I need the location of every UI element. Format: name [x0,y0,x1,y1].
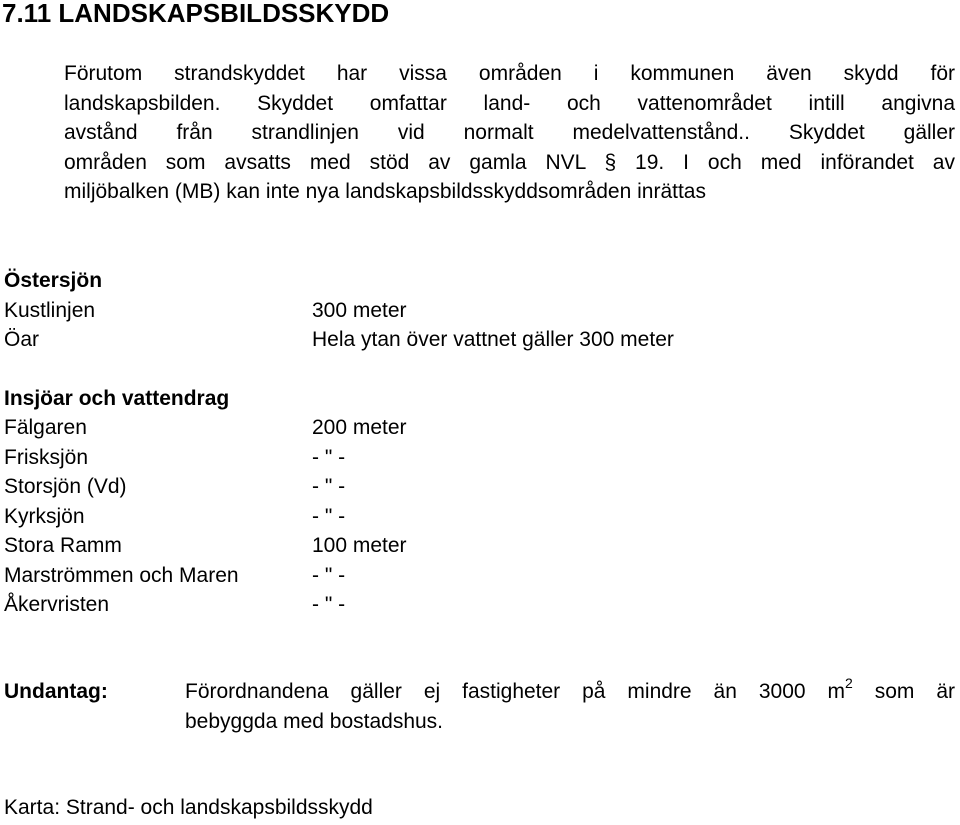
map-reference: Karta: Strand- och landskapsbildsskydd [4,796,373,819]
exception-line-part: som är [852,680,955,703]
row-value: 100 meter [312,534,407,557]
row-name: Fälgaren [4,416,87,439]
row-value: - " - [312,564,346,587]
row-value: 200 meter [312,416,407,439]
intro-line: miljöbalken (MB) kan inte nya landskapsbildsskyddsområden inrättas [64,180,706,203]
page-title: 7.11 LANDSKAPSBILDSSKYDD [2,0,390,28]
row-name: Marströmmen och Maren [4,564,239,587]
exception-label: Undantag: [4,680,108,703]
intro-line: områden som avsatts med stöd av gamla NVL § 19. I och med införandet av [64,150,955,174]
exception-line [185,677,955,707]
row-value: 300 meter [312,299,407,322]
intro-paragraph [64,59,955,207]
exception-line: bebyggda med bostadshus. [185,709,444,733]
section-title-ostersjon: Östersjön [4,269,103,292]
section-title-insjoar: Insjöar och vattendrag [4,387,230,410]
intro-line: Förutom strandskyddet har vissa områden i kommunen även skydd för [64,62,955,85]
row-name: Storsjön (Vd) [4,475,127,498]
row-value: Hela ytan över vattnet gäller 300 meter [312,328,674,351]
intro-line: landskapsbilden. Skyddet omfattar land- och vattenområdet intill angivna [64,91,955,115]
row-name: Kyrksjön [4,505,85,528]
row-value: - " - [312,593,346,616]
row-name: Kustlinjen [4,299,96,322]
row-name: Öar [4,328,40,351]
row-value: - " - [312,505,346,528]
row-name: Frisksjön [4,446,89,469]
row-name: Stora Ramm [4,534,122,557]
exception-line-part: Förordnandena gäller ej fastigheter på mindre än 3000 m [185,680,845,703]
row-value: - " - [312,475,346,498]
row-value: - " - [312,446,346,469]
superscript-2: 2 [844,675,853,691]
row-name: Åkervristen [4,593,110,616]
intro-line: avstånd från strandlinjen vid normalt medelvattenstånd.. Skyddet gäller [64,121,955,144]
exception-text [185,677,955,736]
